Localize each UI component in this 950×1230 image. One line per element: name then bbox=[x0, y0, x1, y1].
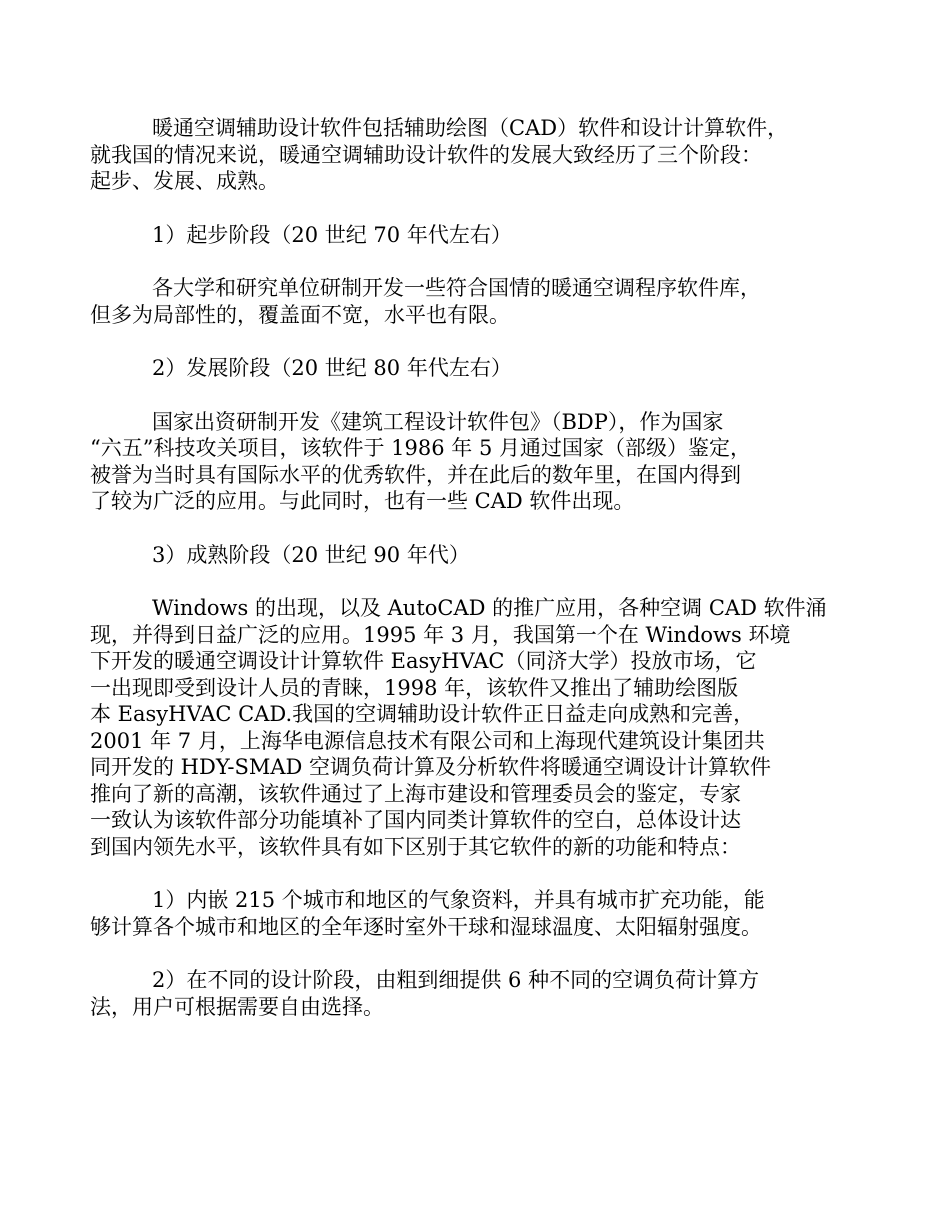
text-line: 够计算各个城市和地区的全年逐时室外干球和湿球温度、太阳辐射强度。 bbox=[90, 914, 762, 939]
text-line: 到国内领先水平，该软件具有如下区别于其它软件的新的功能和特点： bbox=[90, 834, 741, 859]
text-line: 就我国的情况来说，暖通空调辅助设计软件的发展大致经历了三个阶段： bbox=[90, 142, 762, 167]
text-line: 被誉为当时具有国际水平的优秀软件，并在此后的数年里，在国内得到 bbox=[90, 462, 741, 487]
text-line: 2）在不同的设计阶段，由粗到细提供 6 种不同的空调负荷计算方 bbox=[152, 968, 760, 992]
paragraph-stage-2 bbox=[90, 409, 880, 515]
text-line: 一致认为该软件部分功能填补了国内同类计算软件的空白，总体设计达 bbox=[90, 808, 741, 832]
text-line: “六五”科技攻关项目，该软件于 1986 年 5 月通过国家（部级）鉴定， bbox=[90, 436, 751, 460]
text-line: 1）内嵌 215 个城市和地区的气象资料，并具有城市扩充功能，能 bbox=[152, 888, 765, 912]
paragraph-stage-3 bbox=[90, 595, 880, 860]
paragraph-gap bbox=[90, 940, 880, 967]
text-line: 一出现即受到设计人员的青睐，1998 年，该软件又推出了辅助绘图版 bbox=[90, 675, 739, 700]
text-line: 3）成熟阶段（20 世纪 90 年代） bbox=[152, 542, 470, 567]
heading-stage-3 bbox=[90, 542, 880, 569]
paragraph-gap bbox=[90, 328, 880, 355]
heading-stage-1 bbox=[90, 222, 880, 249]
text-line: Windows 的出现，以及 AutoCAD 的推广应用，各种空调 CAD 软件涌 bbox=[152, 596, 827, 620]
paragraph-gap bbox=[90, 568, 880, 595]
paragraph-gap bbox=[90, 195, 880, 222]
text-line: 本 EasyHVAC CAD.我国的空调辅助设计软件正日益走向成熟和完善， bbox=[90, 702, 755, 726]
text-line: 但多为局部性的，覆盖面不宽，水平也有限。 bbox=[90, 302, 510, 327]
paragraph-gap bbox=[90, 860, 880, 887]
paragraph-gap bbox=[90, 382, 880, 409]
feature-item-2 bbox=[90, 967, 880, 1020]
text-line: 各大学和研究单位研制开发一些符合国情的暖通空调程序软件库， bbox=[152, 276, 761, 300]
text-line: 2）发展阶段（20 世纪 80 年代左右） bbox=[152, 356, 512, 380]
text-line: 了较为广泛的应用。与此同时，也有一些 CAD 软件出现。 bbox=[90, 489, 635, 513]
text-line: 国家出资研制开发《建筑工程设计软件包》（BDP），作为国家 bbox=[152, 409, 724, 434]
text-line: 同开发的 HDY-SMAD 空调负荷计算及分析软件将暖通空调设计计算软件 bbox=[90, 755, 772, 779]
text-line: 暖通空调辅助设计软件包括辅助绘图（CAD）软件和设计计算软件， bbox=[152, 116, 789, 140]
text-line: 下开发的暖通空调设计计算软件 EasyHVAC（同济大学）投放市场，它 bbox=[90, 649, 757, 673]
text-line: 起步、发展、成熟。 bbox=[90, 169, 279, 193]
heading-stage-2 bbox=[90, 355, 880, 382]
paragraph-intro bbox=[90, 115, 880, 195]
paragraph-stage-1 bbox=[90, 275, 880, 328]
text-line: 1）起步阶段（20 世纪 70 年代左右） bbox=[152, 222, 512, 247]
paragraph-gap bbox=[90, 248, 880, 275]
text-line: 现，并得到日益广泛的应用。1995 年 3 月，我国第一个在 Windows 环境 bbox=[90, 622, 791, 647]
text-line: 法，用户可根据需要自由选择。 bbox=[90, 994, 384, 1019]
paragraph-gap bbox=[90, 515, 880, 542]
text-line: 2001 年 7 月，上海华电源信息技术有限公司和上海现代建筑设计集团共 bbox=[90, 728, 765, 753]
text-line: 推向了新的高潮，该软件通过了上海市建设和管理委员会的鉴定，专家 bbox=[90, 781, 741, 806]
feature-item-1 bbox=[90, 887, 880, 940]
document-body bbox=[90, 115, 880, 1020]
